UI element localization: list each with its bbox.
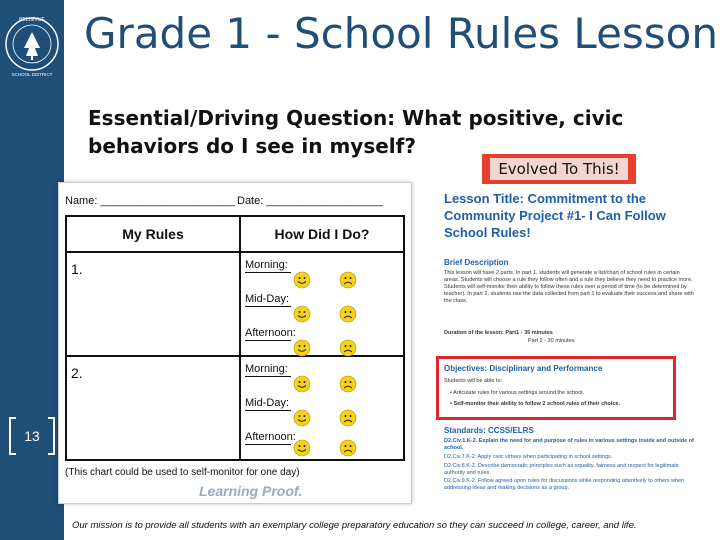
underline	[245, 376, 291, 377]
table-divider	[67, 251, 403, 253]
period-label: Afternoon:	[245, 431, 296, 443]
name-line: Name: ______________________	[65, 195, 236, 207]
underline	[245, 272, 291, 273]
objective-item: • Articulate rules for various settings around the school.	[450, 390, 585, 396]
evolved-callout	[482, 154, 636, 184]
logo-text-top: BELLEVUE	[19, 17, 45, 23]
happy-face-icon	[293, 271, 311, 289]
date-line: Date: ___________________	[237, 195, 383, 207]
watermark: Learning Proof.	[199, 483, 303, 499]
happy-face-icon	[293, 305, 311, 323]
underline	[245, 410, 291, 411]
table-divider	[239, 217, 241, 459]
lesson-document	[440, 186, 704, 498]
period-label: Morning:	[245, 363, 288, 375]
objectives-heading: Objectives: Disciplinary and Performance	[444, 364, 603, 373]
school-district-logo	[2, 4, 62, 84]
slide-number-badge	[6, 414, 58, 458]
standard-item: D2.Civ.8.K-2. Describe democratic principles such as equality, fairness and respect for legitimate authority and rules.	[444, 463, 679, 476]
standards-heading: Standards: CCSS/ELRS	[444, 426, 534, 435]
sad-face-icon	[339, 439, 357, 457]
self-monitor-chart	[58, 182, 412, 504]
sad-face-icon	[339, 339, 357, 357]
objective-text: Self-monitor their ability to follow 2 school rules of their choice.	[453, 401, 621, 407]
lesson-title: Lesson Title: Commitment to the Community Project #1- I Can Follow School Rules!	[444, 191, 666, 240]
sad-face-icon	[339, 271, 357, 289]
happy-face-icon	[293, 409, 311, 427]
rules-table	[65, 215, 405, 461]
happy-face-icon	[293, 339, 311, 357]
underline	[245, 340, 291, 341]
evolved-label: Evolved To This!	[490, 158, 627, 180]
sad-face-icon	[339, 305, 357, 323]
period-label: Mid-Day:	[245, 293, 290, 305]
objectives-intro: Students will be able to:	[444, 378, 503, 384]
duration-line: Duration of the lesson: Part1 - 35 minutes	[444, 330, 553, 336]
happy-face-icon	[293, 375, 311, 393]
slide-number: 13	[24, 428, 40, 444]
objective-text: Articulate rules for various settings around the school.	[453, 390, 585, 396]
rule-number: 2.	[71, 365, 83, 381]
standard-item: D2.Civ.1.K-2. Explain the need for and purpose of rules in various settings inside and outside of school.	[444, 438, 694, 451]
standard-item: D2.Civ.7.K-2. Apply civic virtues when participating in school settings.	[444, 454, 613, 460]
underline	[245, 306, 291, 307]
objective-item: • Self-monitor their ability to follow 2 school rules of their choice.	[450, 401, 621, 407]
slide-title: Grade 1 - School Rules Lesson	[84, 9, 718, 58]
objectives-highlight-box	[436, 356, 676, 420]
sad-face-icon	[339, 375, 357, 393]
sad-face-icon	[339, 409, 357, 427]
period-label: Afternoon:	[245, 327, 296, 339]
underline	[245, 444, 291, 445]
col-header-how: How Did I Do?	[274, 226, 370, 242]
col-header-rules: My Rules	[122, 226, 184, 242]
driving-question: Essential/Driving Question: What positive, civic behaviors do I see in myself?	[88, 106, 624, 158]
rule-number: 1.	[71, 261, 83, 277]
period-label: Mid-Day:	[245, 397, 290, 409]
happy-face-icon	[293, 439, 311, 457]
brief-body: This lesson will have 2 parts. In part 1, students will generate a list/chart of school rules in certain areas. Students will choose a rule they follow often and a rule they believe they need to practice more. Students will self-monitor their ability to follow these rules over a period of time (to be determined by teacher). In part 2, students use the data collected from part 1 to evaluate their success and share with the class.	[444, 270, 694, 304]
period-label: Morning:	[245, 259, 288, 271]
duration-line: Part 2 - 30 minutes	[528, 338, 575, 344]
mission-footer: Our mission is to provide all students with an exemplary college preparatory education so they can succeed in college, career, and life.	[72, 520, 637, 531]
standard-item: D2.Civ.9.K-2. Follow agreed upon rules for discussions while responding attentively to others when addressing ideas and making decisions as a group.	[444, 478, 685, 491]
brief-heading: Brief Description	[444, 258, 509, 267]
chart-note: (This chart could be used to self-monitor for one day)	[65, 467, 300, 478]
logo-text-bottom: SCHOOL DISTRICT	[11, 72, 53, 77]
